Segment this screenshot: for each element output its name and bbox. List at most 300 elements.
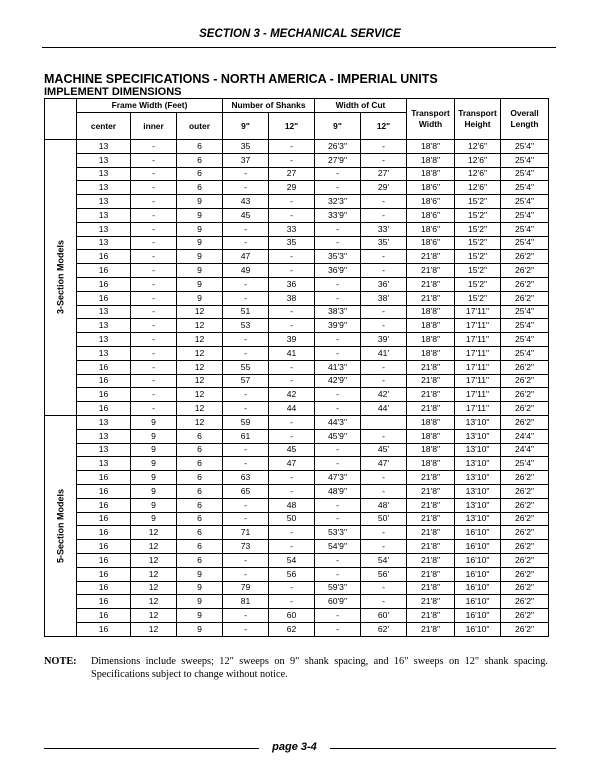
cell-inner: 9 <box>131 415 177 429</box>
cell-shanks-9: 51 <box>223 305 269 319</box>
cell-shanks-12: - <box>269 471 315 485</box>
cell-inner: - <box>131 360 177 374</box>
cell-inner: 9 <box>131 457 177 471</box>
cell-transport-height: 15'2" <box>455 195 501 209</box>
cell-cut-12: - <box>361 360 407 374</box>
cell-cut-12: - <box>361 581 407 595</box>
cell-overall-length: 26'2" <box>501 471 549 485</box>
cell-cut-9: - <box>315 402 361 416</box>
cell-center: 13 <box>77 346 131 360</box>
cell-shanks-9: - <box>223 236 269 250</box>
cell-cut-12: - <box>361 195 407 209</box>
cell-cut-9: 48'9" <box>315 484 361 498</box>
table-row <box>45 415 549 429</box>
cell-inner: 12 <box>131 553 177 567</box>
cell-transport-height: 16'10" <box>455 540 501 554</box>
cell-cut-9: 26'3" <box>315 140 361 154</box>
table-row <box>45 567 549 581</box>
cell-transport-width: 21'8" <box>407 526 455 540</box>
cell-inner: - <box>131 346 177 360</box>
cell-outer: 6 <box>177 540 223 554</box>
cell-transport-height: 16'10" <box>455 553 501 567</box>
cell-outer: 9 <box>177 195 223 209</box>
cell-transport-height: 13'10" <box>455 471 501 485</box>
table-row <box>45 540 549 554</box>
cell-center: 16 <box>77 471 131 485</box>
cell-center: 16 <box>77 540 131 554</box>
cell-transport-width: 21'8" <box>407 540 455 554</box>
cell-center: 16 <box>77 360 131 374</box>
cell-shanks-9: - <box>223 443 269 457</box>
cell-overall-length: 26'2" <box>501 484 549 498</box>
cell-cut-12: 44' <box>361 402 407 416</box>
cell-outer: 12 <box>177 305 223 319</box>
cell-center: 16 <box>77 595 131 609</box>
table-row <box>45 208 549 222</box>
cell-shanks-9: 63 <box>223 471 269 485</box>
cell-transport-width: 18'6" <box>407 208 455 222</box>
cell-transport-width: 21'8" <box>407 622 455 636</box>
cell-inner: - <box>131 388 177 402</box>
cell-transport-height: 16'10" <box>455 581 501 595</box>
cell-outer: 9 <box>177 567 223 581</box>
cell-transport-height: 13'10" <box>455 429 501 443</box>
cell-transport-width: 21'8" <box>407 581 455 595</box>
cell-shanks-12: - <box>269 250 315 264</box>
cell-outer: 9 <box>177 291 223 305</box>
table-row <box>45 291 549 305</box>
cell-inner: - <box>131 319 177 333</box>
cell-overall-length: 26'2" <box>501 360 549 374</box>
model-group-cell <box>45 415 77 636</box>
cell-inner: - <box>131 264 177 278</box>
cell-cut-9: 32'3" <box>315 195 361 209</box>
cell-cut-9: - <box>315 609 361 623</box>
cell-shanks-9: - <box>223 277 269 291</box>
table-row <box>45 622 549 636</box>
cell-transport-width: 21'8" <box>407 264 455 278</box>
cell-center: 16 <box>77 512 131 526</box>
table-row <box>45 153 549 167</box>
cell-overall-length: 25'4" <box>501 222 549 236</box>
cell-outer: 6 <box>177 512 223 526</box>
cell-inner: 12 <box>131 609 177 623</box>
cell-transport-width: 18'6" <box>407 181 455 195</box>
table-row <box>45 609 549 623</box>
cell-transport-height: 13'10" <box>455 443 501 457</box>
cell-shanks-12: 39 <box>269 333 315 347</box>
subheader-shanks-9: 9" <box>223 113 269 140</box>
cell-transport-height: 17'11" <box>455 333 501 347</box>
cell-cut-12: - <box>361 540 407 554</box>
cell-cut-12: 47' <box>361 457 407 471</box>
cell-center: 16 <box>77 526 131 540</box>
cell-cut-9: 45'9" <box>315 429 361 443</box>
cell-outer: 9 <box>177 222 223 236</box>
cell-cut-9: 33'9" <box>315 208 361 222</box>
cell-shanks-9: - <box>223 181 269 195</box>
cell-cut-12: - <box>361 305 407 319</box>
cell-center: 16 <box>77 553 131 567</box>
cell-inner: - <box>131 333 177 347</box>
table-row <box>45 581 549 595</box>
cell-shanks-12: 42 <box>269 388 315 402</box>
cell-shanks-9: - <box>223 333 269 347</box>
cell-outer: 6 <box>177 498 223 512</box>
cell-transport-height: 16'10" <box>455 595 501 609</box>
model-group-label: 5-Section Models <box>55 488 65 563</box>
cell-overall-length: 26'2" <box>501 526 549 540</box>
number-of-shanks-header: Number of Shanks <box>223 99 315 113</box>
cell-transport-height: 15'2" <box>455 236 501 250</box>
cell-overall-length: 25'4" <box>501 181 549 195</box>
cell-shanks-12: - <box>269 264 315 278</box>
cell-overall-length: 26'2" <box>501 388 549 402</box>
cell-shanks-12: 35 <box>269 236 315 250</box>
cell-cut-9: - <box>315 222 361 236</box>
cell-center: 16 <box>77 567 131 581</box>
cell-cut-9: - <box>315 567 361 581</box>
cell-cut-9: - <box>315 388 361 402</box>
cell-cut-12: - <box>361 208 407 222</box>
cell-transport-width: 18'8" <box>407 457 455 471</box>
cell-inner: - <box>131 236 177 250</box>
table-row <box>45 195 549 209</box>
cell-overall-length: 25'4" <box>501 333 549 347</box>
cell-cut-12: 42' <box>361 388 407 402</box>
cell-outer: 12 <box>177 319 223 333</box>
cell-transport-height: 17'11" <box>455 319 501 333</box>
page-number: page 3-4 <box>272 741 317 753</box>
cell-shanks-12: - <box>269 319 315 333</box>
model-group-cell <box>45 140 77 416</box>
cell-transport-width: 18'8" <box>407 319 455 333</box>
cell-outer: 12 <box>177 402 223 416</box>
table-row <box>45 319 549 333</box>
cell-transport-width: 21'8" <box>407 374 455 388</box>
cell-shanks-9: - <box>223 609 269 623</box>
cell-outer: 12 <box>177 374 223 388</box>
cell-transport-height: 16'10" <box>455 622 501 636</box>
cell-shanks-12: - <box>269 374 315 388</box>
cell-cut-9: - <box>315 498 361 512</box>
cell-outer: 6 <box>177 553 223 567</box>
cell-shanks-9: - <box>223 512 269 526</box>
cell-overall-length: 24'4" <box>501 443 549 457</box>
cell-transport-height: 17'11" <box>455 305 501 319</box>
cell-cut-9: - <box>315 167 361 181</box>
cell-outer: 6 <box>177 429 223 443</box>
cell-inner: 9 <box>131 512 177 526</box>
cell-shanks-9: 65 <box>223 484 269 498</box>
subheader-cut-12: 12" <box>361 113 407 140</box>
cell-shanks-9: - <box>223 291 269 305</box>
cell-shanks-9: 35 <box>223 140 269 154</box>
cell-transport-height: 15'2" <box>455 250 501 264</box>
cell-cut-12 <box>361 415 407 429</box>
cell-cut-12: 60' <box>361 609 407 623</box>
cell-transport-width: 18'8" <box>407 346 455 360</box>
implement-dimensions-table <box>44 98 549 637</box>
cell-shanks-9: - <box>223 222 269 236</box>
transport-height-header: Transport Height <box>455 99 501 140</box>
section-header: SECTION 3 - MECHANICAL SERVICE <box>199 28 401 40</box>
page-footer <box>0 741 600 755</box>
cell-outer: 9 <box>177 236 223 250</box>
overall-length-header: Overall Length <box>501 99 549 140</box>
table-row <box>45 457 549 471</box>
cell-shanks-12: - <box>269 429 315 443</box>
cell-inner: 12 <box>131 540 177 554</box>
cell-center: 13 <box>77 415 131 429</box>
cell-cut-12: - <box>361 471 407 485</box>
cell-center: 16 <box>77 484 131 498</box>
table-row <box>45 498 549 512</box>
cell-shanks-12: 47 <box>269 457 315 471</box>
cell-cut-9: - <box>315 236 361 250</box>
cell-cut-12: 39' <box>361 333 407 347</box>
cell-overall-length: 25'4" <box>501 305 549 319</box>
cell-shanks-12: - <box>269 140 315 154</box>
cell-transport-width: 21'8" <box>407 498 455 512</box>
header-rule <box>42 47 556 48</box>
cell-transport-width: 18'8" <box>407 305 455 319</box>
cell-shanks-9: 71 <box>223 526 269 540</box>
cell-cut-9: 36'9" <box>315 264 361 278</box>
cell-shanks-9: 49 <box>223 264 269 278</box>
cell-transport-height: 13'10" <box>455 457 501 471</box>
cell-shanks-12: - <box>269 305 315 319</box>
cell-overall-length: 25'4" <box>501 346 549 360</box>
cell-overall-length: 26'2" <box>501 609 549 623</box>
cell-cut-9: 27'9" <box>315 153 361 167</box>
cell-shanks-12: 29 <box>269 181 315 195</box>
cell-cut-12: - <box>361 140 407 154</box>
cell-inner: 9 <box>131 429 177 443</box>
cell-transport-width: 21'8" <box>407 402 455 416</box>
note <box>44 656 548 681</box>
cell-cut-9: 39'9" <box>315 319 361 333</box>
table-row <box>45 512 549 526</box>
table-row <box>45 553 549 567</box>
cell-cut-12: 41' <box>361 346 407 360</box>
cell-inner: 9 <box>131 471 177 485</box>
cell-shanks-12: 38 <box>269 291 315 305</box>
table-body <box>45 140 549 637</box>
cell-inner: - <box>131 291 177 305</box>
cell-center: 13 <box>77 195 131 209</box>
cell-outer: 12 <box>177 415 223 429</box>
cell-center: 16 <box>77 609 131 623</box>
cell-overall-length: 25'4" <box>501 167 549 181</box>
cell-overall-length: 24'4" <box>501 429 549 443</box>
footer-rule-left <box>44 748 259 749</box>
cell-outer: 9 <box>177 622 223 636</box>
cell-shanks-12: 27 <box>269 167 315 181</box>
cell-overall-length: 26'2" <box>501 553 549 567</box>
cell-outer: 9 <box>177 208 223 222</box>
cell-shanks-12: 56 <box>269 567 315 581</box>
cell-shanks-9: - <box>223 498 269 512</box>
cell-overall-length: 26'2" <box>501 581 549 595</box>
frame-width-header: Frame Width (Feet) <box>77 99 223 113</box>
cell-cut-12: 54' <box>361 553 407 567</box>
cell-outer: 12 <box>177 360 223 374</box>
cell-inner: 9 <box>131 484 177 498</box>
table-row <box>45 222 549 236</box>
cell-transport-height: 15'2" <box>455 222 501 236</box>
cell-shanks-9: - <box>223 167 269 181</box>
cell-cut-12: - <box>361 374 407 388</box>
cell-inner: 12 <box>131 595 177 609</box>
table-row <box>45 305 549 319</box>
cell-shanks-9: 59 <box>223 415 269 429</box>
cell-overall-length: 26'2" <box>501 415 549 429</box>
table-row <box>45 140 549 154</box>
cell-cut-9: 47'3" <box>315 471 361 485</box>
cell-center: 13 <box>77 305 131 319</box>
cell-center: 16 <box>77 277 131 291</box>
cell-cut-12: 50' <box>361 512 407 526</box>
cell-transport-height: 17'11" <box>455 374 501 388</box>
cell-shanks-12: - <box>269 526 315 540</box>
cell-cut-9: 60'9" <box>315 595 361 609</box>
cell-inner: 9 <box>131 498 177 512</box>
cell-shanks-12: - <box>269 208 315 222</box>
cell-center: 13 <box>77 457 131 471</box>
cell-transport-height: 12'6" <box>455 167 501 181</box>
cell-inner: 9 <box>131 443 177 457</box>
cell-overall-length: 26'2" <box>501 498 549 512</box>
cell-cut-12: 48' <box>361 498 407 512</box>
cell-cut-12: 45' <box>361 443 407 457</box>
table-row <box>45 333 549 347</box>
cell-cut-9: 38'3" <box>315 305 361 319</box>
cell-transport-height: 13'10" <box>455 484 501 498</box>
cell-shanks-12: 48 <box>269 498 315 512</box>
cell-outer: 6 <box>177 471 223 485</box>
cell-cut-12: - <box>361 264 407 278</box>
cell-cut-12: - <box>361 595 407 609</box>
cell-cut-9: 41'3" <box>315 360 361 374</box>
cell-center: 13 <box>77 181 131 195</box>
cell-transport-width: 21'8" <box>407 595 455 609</box>
cell-shanks-9: - <box>223 402 269 416</box>
cell-transport-height: 15'2" <box>455 277 501 291</box>
cell-center: 13 <box>77 319 131 333</box>
cell-shanks-12: - <box>269 540 315 554</box>
cell-shanks-12: - <box>269 153 315 167</box>
cell-center: 13 <box>77 140 131 154</box>
cell-shanks-12: 41 <box>269 346 315 360</box>
cell-center: 16 <box>77 622 131 636</box>
cell-shanks-9: - <box>223 346 269 360</box>
cell-shanks-9: 73 <box>223 540 269 554</box>
cell-shanks-9: - <box>223 567 269 581</box>
cell-cut-12: 35' <box>361 236 407 250</box>
cell-inner: - <box>131 195 177 209</box>
cell-transport-width: 21'8" <box>407 484 455 498</box>
cell-overall-length: 25'4" <box>501 153 549 167</box>
cell-shanks-12: - <box>269 415 315 429</box>
cell-overall-length: 26'2" <box>501 291 549 305</box>
cell-transport-height: 16'10" <box>455 567 501 581</box>
cell-overall-length: 26'2" <box>501 540 549 554</box>
cell-inner: - <box>131 374 177 388</box>
table-row <box>45 167 549 181</box>
table-row <box>45 264 549 278</box>
cell-cut-12: - <box>361 153 407 167</box>
table-row <box>45 526 549 540</box>
cell-center: 16 <box>77 581 131 595</box>
cell-center: 13 <box>77 236 131 250</box>
cell-inner: 12 <box>131 581 177 595</box>
cell-cut-9: - <box>315 622 361 636</box>
footer-rule-right <box>330 748 556 749</box>
cell-shanks-9: 57 <box>223 374 269 388</box>
cell-shanks-12: 36 <box>269 277 315 291</box>
cell-overall-length: 26'2" <box>501 374 549 388</box>
cell-cut-9: 54'9" <box>315 540 361 554</box>
table-row <box>45 236 549 250</box>
cell-shanks-12: 33 <box>269 222 315 236</box>
cell-overall-length: 25'4" <box>501 140 549 154</box>
cell-shanks-12: 60 <box>269 609 315 623</box>
table-row <box>45 471 549 485</box>
table-row <box>45 181 549 195</box>
cell-cut-9: - <box>315 512 361 526</box>
cell-overall-length: 26'2" <box>501 277 549 291</box>
group-header-blank <box>45 99 77 140</box>
note-text: Dimensions include sweeps; 12" sweeps on 9" shank spacing, and 16" sweeps on 12" shank spacing. Specifications subject to change without notice. <box>91 656 548 680</box>
cell-overall-length: 26'2" <box>501 402 549 416</box>
cell-transport-height: 17'11" <box>455 346 501 360</box>
cell-center: 16 <box>77 402 131 416</box>
cell-center: 16 <box>77 388 131 402</box>
cell-center: 16 <box>77 264 131 278</box>
cell-inner: - <box>131 153 177 167</box>
cell-outer: 9 <box>177 264 223 278</box>
cell-outer: 12 <box>177 333 223 347</box>
cell-inner: - <box>131 250 177 264</box>
cell-transport-height: 17'11" <box>455 402 501 416</box>
cell-cut-9: - <box>315 291 361 305</box>
cell-inner: - <box>131 277 177 291</box>
cell-overall-length: 26'2" <box>501 567 549 581</box>
cell-transport-height: 12'6" <box>455 181 501 195</box>
cell-outer: 6 <box>177 457 223 471</box>
cell-inner: - <box>131 167 177 181</box>
cell-outer: 6 <box>177 484 223 498</box>
cell-cut-9: - <box>315 443 361 457</box>
subheader-inner: inner <box>131 113 177 140</box>
cell-cut-12: 27' <box>361 167 407 181</box>
cell-shanks-12: - <box>269 581 315 595</box>
page-subtitle: IMPLEMENT DIMENSIONS <box>44 86 182 98</box>
note-label: NOTE: <box>44 656 77 667</box>
cell-center: 13 <box>77 208 131 222</box>
cell-cut-9: 35'3" <box>315 250 361 264</box>
table-row <box>45 429 549 443</box>
cell-overall-length: 26'2" <box>501 512 549 526</box>
cell-transport-height: 16'10" <box>455 526 501 540</box>
cell-transport-height: 13'10" <box>455 512 501 526</box>
cell-transport-width: 21'8" <box>407 291 455 305</box>
table-row <box>45 346 549 360</box>
cell-transport-width: 21'8" <box>407 277 455 291</box>
cell-transport-width: 18'8" <box>407 140 455 154</box>
cell-overall-length: 25'4" <box>501 319 549 333</box>
